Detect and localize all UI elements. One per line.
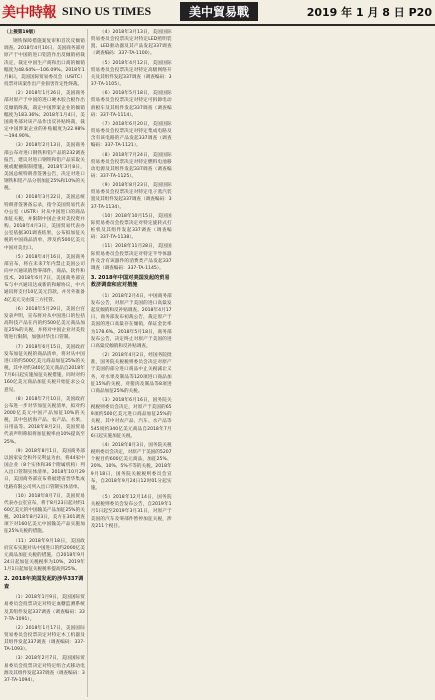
subheading-c: 3. 2018年中国对美国发起的贸易救济调查和应对措施 bbox=[90, 275, 170, 289]
page-header bbox=[0, 0, 435, 26]
continued-from-note: （上接第19版） bbox=[4, 30, 38, 35]
article-paragraph: （3）2018年6月16日，国务院关税税则委员会决定，对原产于美国的659项约500亿美元进口商品加征25%的关税，其中对农产品、汽车、水产品等545项约340亿美元商品自2018年7月6日起实施加征关税。 bbox=[90, 398, 172, 439]
article-paragraph: （4）2018年8月3日，国务院关税税则委员会决定，对原产于美国的5207个税目约600亿美元商品，加征25%、20%、10%、5%不等的关税。2018年9月18日，国务院关税税则委员会宣布，自2018年9月24日12时01分起实施。 bbox=[90, 442, 172, 491]
article-paragraph: （6）2018年5月29日，美国白宫发表声明，宣布将对从中国进口的包括高科技产品在内的约500亿美元商品加征25%的关税，并将对中国企业对美投资进行限制，加强对华出口管制。 bbox=[4, 306, 85, 341]
article-paragraph: （5）2018年4月12日，美国国际贸易委员会投票决定对特定高级网络开关及其组件发起337调查（调查编码：337-TA-1105）。 bbox=[90, 60, 172, 88]
article-paragraph: （7）2018年6月20日，美国国际贸易委员会投票决定对特定集成电路及含有该电路的产品发起337调查（调查编码：337-TA-1121）。 bbox=[90, 121, 172, 149]
article-paragraph: （2）2018年1月26日，美国商务部对原产于中国的进口硬木胶合板作出反倾销终裁，裁定中国涉案企业的倾销幅度为183.36%；2018年1月4日，美国商务部对该产品作出反补贴终裁，裁定中国涉案企业的补贴幅度为22.98%—194.90%。 bbox=[4, 91, 85, 140]
article-paragraph: （10）2018年10月15日，美国国际贸易委员会投票决定对特定旋转式打桩机及其组件发起337调查（调查编码：337-TA-1138）。 bbox=[90, 213, 172, 241]
section-title: 美中貿易戰 bbox=[180, 2, 258, 21]
article-paragraph: （8）2018年7月10日，美国政府公布进一步对华加征关税清单，拟对约2000亿美元中国产品加征10%的关税，其中包括海产品、农产品、水果、日用品等。2018年8月2日，美国贸易代表声明称拟将加征税率由10%提高至25%。 bbox=[4, 396, 85, 445]
article-paragraph: （8）2018年7月24日，美国国际贸易委员会投票决定对特定燃料电池移动电源及其组件发起337调查（调查编码：337-TA-1125）。 bbox=[90, 152, 172, 179]
article-section-a bbox=[4, 38, 85, 573]
article-paragraph: （11）2018年11月28日，美国国际贸易委员会投票决定对特定半导体器件及含有该器件的消费类产品发起337调查（调查编码：337-TA-1145）。 bbox=[90, 244, 172, 271]
article-paragraph: （2）2018年4月2日，经国务院批准，国务院关税税则委员会决定对原产于美国的部分进口商品中止关税减让义务，对水果及制品等120项进口商品加征15%的关税，对猪肉及制品等8项进口商品加征25%的关税。 bbox=[90, 353, 172, 394]
article-paragraph: （2）2018年1月17日，美国国际贸易委员会投票决定对特定木工机器及其组件发起337调查（调查编码：337-TA-1093）。 bbox=[4, 625, 85, 653]
article-paragraph: （1）2018年1月9日，美国国际贸易委员会投票决定对特定血糖监测系统及其组件发起337调查（调查编码：337-TA-1091）。 bbox=[4, 595, 85, 622]
article-paragraph: （4）2018年3月13日，美国国际贸易委员会投票决定对特定LED照明装置、LED驱动器及其产品发起337调查（调查编码：337-TA-1100）。 bbox=[90, 30, 172, 57]
subheading-b: 2. 2018年美国发起的涉华337调查 bbox=[4, 576, 84, 590]
article-paragraph: （10）2018年8月7日，美国贸易代表办公室宣布，将于8月23日起对约160亿美元的中国输美产品加征25%的关税。2018年8月23日，美方在301调查项下对160亿美元中国输美产品实施加征25%关税的措施。 bbox=[4, 493, 85, 535]
article-paragraph: （5）2018年4月16日，美国商务部宣布，将在未来7年内禁止美国公司向中兴通讯销售零部件、商品、软件和技术。2018年6月7日，美国商务部宣布与中兴通讯达成新的和解协议，中兴通讯将支付10亿美元罚款，并另外准备4亿美元交由第三方托管。 bbox=[4, 254, 85, 303]
article-paragraph: （3）2018年2月13日，美国商务部公布对进口钢铁和铝产品的232调查报告，建议对进口钢铁和铝产品采取关税或配额限制措施。2018年3月8日，美国总统特朗普签署公告，决定对进口钢铁和铝产品分别加征25%和10%的关税。 bbox=[4, 143, 85, 192]
article-body bbox=[4, 29, 432, 697]
article-paragraph: 钢铁保障措施案复审和首次反倾销调查。2018年4月10日，美国商务部对原产于中国的进口铝箔作出反倾销初裁决定，裁定中国生产商和出口商的倾销幅度为48.64%—106.09%。2018年1月8日，美国国际贸易委员会（USITC）投票对该案作出产业损害肯定性终裁。 bbox=[4, 39, 85, 88]
article-paragraph: （9）2018年8月23日，美国国际贸易委员会投票决定对特定电子蒸汽装置及其组件发起337调查（调查编码：337-TA-1134）。 bbox=[90, 183, 172, 210]
masthead-chinese: 美中時報 bbox=[2, 4, 56, 21]
article-section-c bbox=[91, 293, 172, 530]
article-paragraph: （5）2018年12月14日，国务院关税税则委员会发布公告，自2019年1月1日起至2019年3月31日，对原产于美国的汽车及零部件暂停加征关税，涉及211个税目。 bbox=[90, 495, 172, 529]
article-paragraph: （9）2018年8月1日，美国商务部以国家安全和外交利益为由，将44家中国企业（8个实体和36个附属机构）列入出口管制实体清单。2018年10月29日，美国商务部宣布将福建省晋华集成电路有限公司列入出口管制实体清单。 bbox=[4, 448, 85, 490]
article-paragraph: （11）2018年9月18日，美国政府宣布实施对从中国进口的约2000亿美元商品加征关税的措施，自2018年9月24日起加征关税税率为10%，2019年1月1日起加征关税税率提高到25%。 bbox=[4, 538, 85, 573]
issue-date-page: 2019 年 1 月 8 日 P20 bbox=[306, 5, 432, 19]
masthead bbox=[2, 2, 151, 21]
article-paragraph: （7）2018年6月15日，美国政府发布加征关税的商品清单，将对从中国进口的约500亿美元商品加征25%的关税，其中对约340亿美元商品自2018年7月6日起实施加征关税措施，同时对约160亿美元商品加征关税开始征求公众意见。 bbox=[4, 344, 85, 393]
article-paragraph: （6）2018年5月18日，美国国际贸易委员会投票决定对特定可拆卸电动滑板车及其组件发起337调查（调查编码：337-TA-1114）。 bbox=[90, 91, 172, 118]
article-paragraph: （1）2018年2月4日，中国商务部发布公告，对原产于美国的进口高粱发起反倾销和反补贴调查。2018年4月17日，商务部发布初裁公告，裁定原产于美国的进口高粱存在倾销，保证金比率为178.6%。2018年5月18日，商务部发布公告，决定终止对原产于美国的进口高粱反倾销和反补贴调查。 bbox=[90, 293, 172, 349]
masthead-english: SINO US TIMES bbox=[62, 4, 152, 18]
article-paragraph: （4）2018年3月22日，美国总统特朗普签署备忘录，指令美国贸易代表办公室（USTR）对从中国进口的商品加征关税，并限制中国企业对美投资并购。2018年4月3日，美国贸易代表办公室依据301调查结果，公布拟加征关税的中国商品清单，涉及约500亿美元中国对美出口。 bbox=[4, 195, 85, 251]
article-paragraph: （3）2018年2月7日，美国国际贸易委员会投票决定对特定组合式移动电源及其组件发起337调查（调查编码：337-TA-1094）。 bbox=[4, 656, 85, 683]
